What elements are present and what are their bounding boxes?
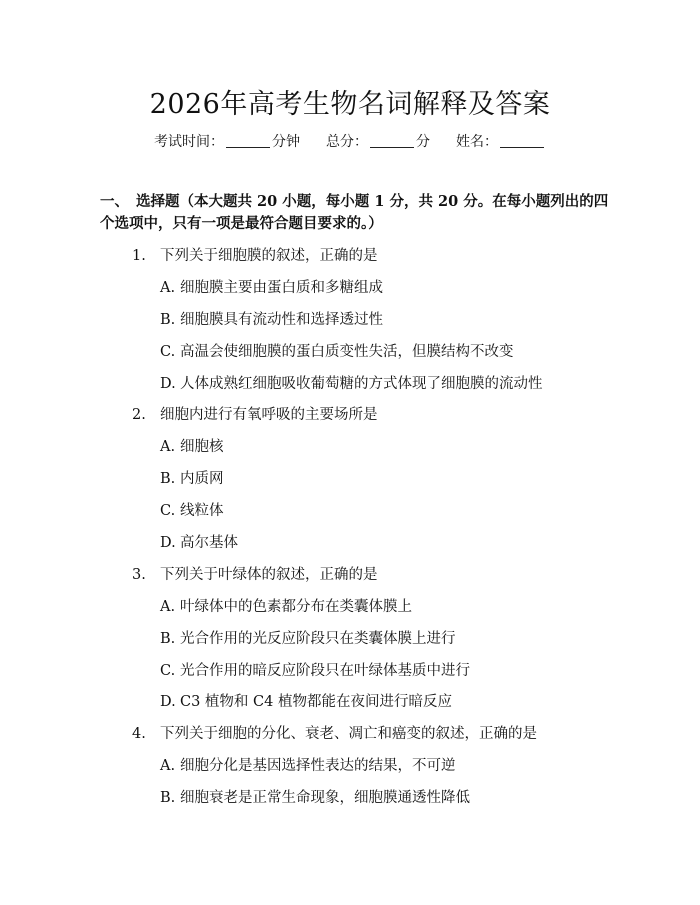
question-text: 下列关于细胞的分化、衰老、凋亡和癌变的叙述，正确的是 bbox=[160, 726, 537, 742]
option-label: D. bbox=[160, 376, 176, 392]
time-blank bbox=[226, 133, 270, 148]
question-number: 3. bbox=[132, 567, 146, 583]
question-number: 4. bbox=[132, 726, 146, 742]
exam-info-line bbox=[0, 131, 700, 151]
option bbox=[160, 372, 543, 393]
option bbox=[160, 690, 452, 711]
question bbox=[132, 722, 537, 743]
time-unit: 分钟 bbox=[272, 134, 300, 150]
question-number: 2. bbox=[132, 407, 146, 423]
option bbox=[160, 786, 470, 807]
question-text: 细胞内进行有氧呼吸的主要场所是 bbox=[160, 407, 378, 423]
section-number: 一、 bbox=[100, 193, 129, 210]
option-text: C3 植物和 C4 植物都能在夜间进行暗反应 bbox=[180, 694, 452, 710]
option-label: A. bbox=[160, 758, 176, 774]
option bbox=[160, 499, 224, 520]
option-text: 高温会使细胞膜的蛋白质变性失活，但膜结构不改变 bbox=[180, 344, 514, 360]
question-text: 下列关于细胞膜的叙述，正确的是 bbox=[160, 248, 378, 264]
option-label: B. bbox=[160, 312, 176, 328]
option-label: A. bbox=[160, 280, 176, 296]
option-text: 细胞膜具有流动性和选择透过性 bbox=[180, 312, 383, 328]
option bbox=[160, 276, 383, 297]
option-text: 光合作用的暗反应阶段只在叶绿体基质中进行 bbox=[180, 663, 470, 679]
option-label: B. bbox=[160, 790, 176, 806]
question bbox=[132, 244, 378, 265]
option bbox=[160, 659, 470, 680]
option-label: C. bbox=[160, 344, 176, 360]
option-text: 叶绿体中的色素都分布在类囊体膜上 bbox=[180, 599, 412, 615]
option bbox=[160, 340, 514, 361]
option-text: 高尔基体 bbox=[180, 535, 238, 551]
name-label: 姓名： bbox=[456, 134, 498, 150]
section-heading bbox=[100, 191, 610, 235]
option-label: B. bbox=[160, 471, 176, 487]
question bbox=[132, 403, 378, 424]
question-number: 1. bbox=[132, 248, 146, 264]
option bbox=[160, 308, 383, 329]
option-label: C. bbox=[160, 663, 176, 679]
option bbox=[160, 467, 224, 488]
time-label: 考试时间： bbox=[154, 134, 224, 150]
option-text: 细胞膜主要由蛋白质和多糖组成 bbox=[180, 280, 383, 296]
section-instructions: 选择题（本大题共 20 小题，每小题 1 分，共 20 分。在每小题列出的四个选项中，只有一项是最符合题目要求的。） bbox=[100, 193, 609, 232]
page-title: 2026年高考生物名词解释及答案 bbox=[149, 89, 551, 120]
option bbox=[160, 595, 412, 616]
option-label: A. bbox=[160, 599, 176, 615]
option-text: 光合作用的光反应阶段只在类囊体膜上进行 bbox=[180, 631, 456, 647]
option-text: 线粒体 bbox=[180, 503, 224, 519]
option-text: 细胞分化是基因选择性表达的结果，不可逆 bbox=[180, 758, 456, 774]
name-blank bbox=[500, 133, 544, 148]
option bbox=[160, 627, 456, 648]
option-label: C. bbox=[160, 503, 176, 519]
question bbox=[132, 563, 378, 584]
question-text: 下列关于叶绿体的叙述，正确的是 bbox=[160, 567, 378, 583]
option-text: 内质网 bbox=[180, 471, 224, 487]
option bbox=[160, 754, 456, 775]
option-text: 细胞衰老是正常生命现象，细胞膜通透性降低 bbox=[180, 790, 470, 806]
option bbox=[160, 531, 238, 552]
option-text: 细胞核 bbox=[180, 439, 224, 455]
option-text: 人体成熟红细胞吸收葡萄糖的方式体现了细胞膜的流动性 bbox=[180, 376, 543, 392]
option-label: D. bbox=[160, 535, 176, 551]
score-unit: 分 bbox=[416, 134, 430, 150]
score-label: 总分： bbox=[326, 134, 368, 150]
score-blank bbox=[370, 133, 414, 148]
option-label: A. bbox=[160, 439, 176, 455]
option-label: D. bbox=[160, 694, 176, 710]
option bbox=[160, 435, 224, 456]
option-label: B. bbox=[160, 631, 176, 647]
